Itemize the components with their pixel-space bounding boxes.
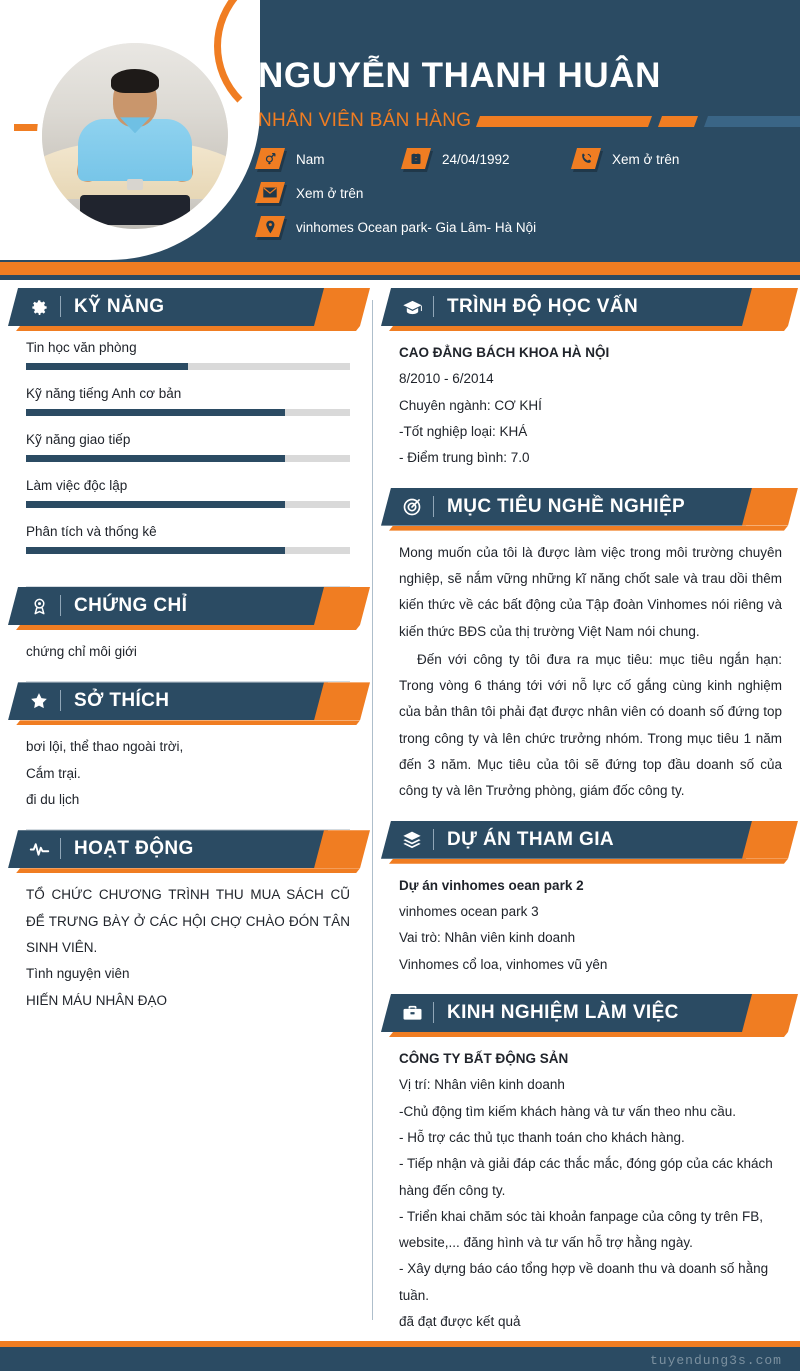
activities-body [0,868,372,1024]
skills-list [0,326,372,580]
education-body [373,326,800,482]
activity-pulse-icon [28,838,50,860]
education-dates: 8/2010 - 6/2014 [399,371,494,387]
skill-progress-track [26,409,350,416]
header-stripe-orange [0,262,800,275]
section-hobbies [0,682,372,823]
header-decor-bar-3 [704,116,800,127]
star-icon [28,690,50,712]
list-item: HIẾN MÁU NHÂN ĐẠO [26,992,168,1008]
list-item: - Xây dựng báo cáo tổng hợp về doanh thu và doanh số hằng tuần. [399,1261,769,1303]
section-title-objective: MỤC TIÊU NGHỀ NGHIỆP [447,495,686,517]
header-stripe-navy [0,275,800,280]
skill-progress-track [26,363,350,370]
section-title-hobbies: SỞ THÍCH [74,690,170,712]
phone-icon [574,148,600,170]
activities-paragraph: TỔ CHỨC CHƯƠNG TRÌNH THU MUA SÁCH CŨ ĐỂ TRƯNG BÀY Ở CÁC HỘI CHỢ CHÀO ĐÓN TÂN SINH VIÊN. [26,887,350,955]
contact-email [258,182,363,204]
section-title-certificates: CHỨNG CHỈ [74,595,188,616]
section-header-projects [373,821,800,859]
experience-company: CÔNG TY BẤT ĐỘNG SẢN [399,1050,569,1066]
list-item: - Triển khai chăm sóc tài khoản fanpage của công ty trên FB, website,... đăng hình và tư vấn hỗ trợ hằng ngày. [399,1208,763,1251]
list-item: - Tiếp nhận và giải đáp các thắc mắc, đóng góp của các khách hàng đến công ty. [399,1156,773,1198]
skill-progress-fill [26,455,285,462]
layers-stack-icon [401,829,423,851]
certificates-body [0,625,372,675]
contact-gender [258,148,404,170]
objective-paragraph-2: Đến với công ty tôi đưa ra mục tiêu: mục tiêu ngắn hạn: Trong vòng 6 tháng tới với nỗ lực cố gắng cùng kinh nghiệm của bản thân tôi phải đạt được nhân viên có doanh số đứng top trong công ty và lên chức trưởng nhóm. Trong mục tiêu 1 năm đến 3 năm. Mục tiêu của tôi sẽ đứng top đầu doanh số của công ty và lên Trưởng phòng, giám đốc công ty. [399,651,782,799]
section-projects [373,821,800,988]
skill-progress-track [26,547,350,554]
section-header-skills [0,288,372,326]
section-header-hobbies [0,682,372,720]
list-item: đã đạt được kết quả [399,1314,521,1330]
section-certificates [0,587,372,675]
watermark: tuyendung3s.com [649,1353,782,1368]
skill-progress-track [26,455,350,462]
section-header-certificates [0,587,372,625]
footer-bar [0,1347,800,1371]
section-title-activities: HOẠT ĐỘNG [74,838,194,860]
cv-header [0,0,800,262]
projects-body [373,859,800,988]
skill-item: Làm việc độc lập [26,478,350,508]
header-decor-bar-2 [658,116,698,127]
section-header-experience [373,994,800,1032]
contact-phone-value: Xem ở trên [612,151,680,167]
education-major: Chuyên ngành: CƠ KHÍ [399,397,542,413]
skill-progress-fill [26,501,285,508]
experience-body [373,1032,800,1345]
contact-address-value: vinhomes Ocean park- Gia Lâm- Hà Nội [296,219,537,235]
education-gpa: - Điểm trung bình: 7.0 [399,450,530,466]
education-grade: -Tốt nghiệp loại: KHÁ [399,423,528,439]
skill-item: Phân tích và thống kê [26,524,350,554]
contact-address [258,216,536,238]
skill-item: Kỹ năng giao tiếp [26,432,350,462]
list-item: Vinhomes cổ loa, vinhomes vũ yên [399,956,608,972]
graduation-cap-icon [401,296,423,318]
experience-position: Vị trí: Nhân viên kinh doanh [399,1077,565,1093]
section-title-projects: DỰ ÁN THAM GIA [447,828,615,850]
contact-list [258,148,788,250]
skill-progress-track [26,501,350,508]
section-header-education [373,288,800,326]
skill-progress-fill [26,547,285,554]
skill-progress-fill [26,409,285,416]
list-item: Cắm trại. [26,765,81,781]
project-name: Dự án vinhomes oean park 2 [399,877,584,893]
section-title-education: TRÌNH ĐỘ HỌC VẤN [447,296,639,317]
section-header-objective [373,488,800,526]
skill-progress-fill [26,363,188,370]
skill-item: Tin học văn phòng [26,340,350,370]
list-item: -Chủ động tìm kiếm khách hàng và tư vấn theo nhu cầu. [399,1103,736,1119]
list-item: Vai trò: Nhân viên kinh doanh [399,930,576,946]
section-experience [373,994,800,1345]
contact-phone [574,148,679,170]
section-skills [0,288,372,580]
avatar [37,38,233,234]
gear-icon [28,296,50,318]
hobbies-body [0,720,372,823]
award-medal-icon [28,595,50,617]
contact-email-value: Xem ở trên [296,185,364,201]
location-pin-icon [258,216,284,238]
job-title: NHÂN VIÊN BÁN HÀNG [258,110,472,131]
right-column [373,288,800,1351]
list-item: chứng chỉ môi giới [26,644,137,659]
objective-body [373,526,800,815]
page-title: NGUYỄN THANH HUÂN [258,56,661,95]
skill-item: Kỹ năng tiếng Anh cơ bản [26,386,350,416]
section-title-skills: KỸ NĂNG [74,296,165,317]
list-item: vinhomes ocean park 3 [399,904,539,919]
list-item: - Hỗ trợ các thủ tục thanh toán cho khách hàng. [399,1129,685,1145]
header-decor-bar-1 [476,116,652,127]
section-title-experience: KINH NGHIỆM LÀM VIỆC [447,1001,679,1023]
contact-dob [404,148,574,170]
email-icon [258,182,284,204]
contact-dob-value: 24/04/1992 [442,151,510,167]
section-activities [0,830,372,1024]
list-item: đi du lịch [26,791,80,807]
calendar-birthday-icon [404,148,430,170]
section-objective [373,488,800,815]
briefcase-icon [401,1002,423,1024]
objective-paragraph-1: Mong muốn của tôi là được làm việc trong môi trường chuyên nghiệp, sẽ nắm vững những kĩ năng chốt sale và trau dồi thêm kiến thức về các bất động của Tập đoàn Vinhomes nói riêng và kiến thức BĐS của thị trường Việt Nam nói chung. [399,544,782,639]
left-column [0,288,372,1030]
section-education [373,288,800,482]
section-header-activities [0,830,372,868]
target-goal-icon [401,496,423,518]
list-item: bơi lội, thể thao ngoài trời, [26,739,184,755]
gender-icon [258,148,284,170]
contact-gender-value: Nam [296,151,325,167]
list-item: Tình nguyện viên [26,966,130,982]
education-school: CAO ĐẲNG BÁCH KHOA HÀ NỘI [399,345,610,360]
